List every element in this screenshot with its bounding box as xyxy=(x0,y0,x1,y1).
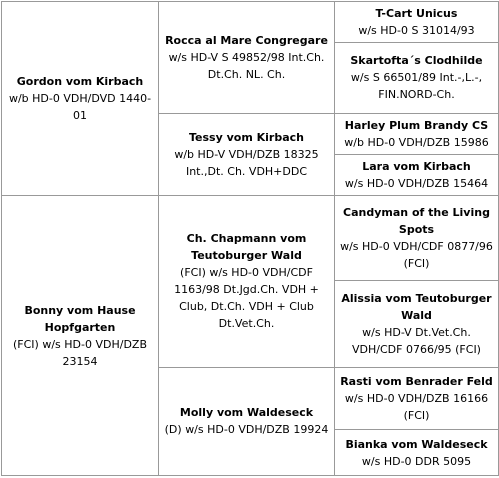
pedigree-row xyxy=(2,2,499,43)
sire-dam-name: Tessy vom Kirbach xyxy=(189,131,304,145)
sdd-cell xyxy=(335,154,499,196)
sire-name: Gordon vom Kirbach xyxy=(16,75,144,89)
sss-info: w/s HD-0 S 31014/93 xyxy=(358,23,475,37)
sdd-info: w/s HD-0 VDH/DZB 15464 xyxy=(344,177,489,191)
ssd-cell xyxy=(335,42,499,114)
dss-info: w/s HD-0 VDH/CDF 0877/96 (FCI) xyxy=(340,240,493,271)
sire-info: w/b HD-0 VDH/DVD 1440-01 xyxy=(8,92,152,123)
sire-sire-name: Rocca al Mare Congregare xyxy=(165,34,328,48)
sds-info: w/b HD-0 VDH/DZB 15986 xyxy=(344,136,489,150)
pedigree-table xyxy=(1,1,499,476)
ddd-info: w/s HD-0 DDR 5095 xyxy=(361,454,472,468)
ssd-info: w/s S 66501/89 Int.-,L.-, FIN.NORD-Ch. xyxy=(350,71,483,102)
dsd-cell xyxy=(335,281,499,367)
sire-dam-cell xyxy=(159,114,335,196)
dam-name: Bonny vom Hause Hopfgarten xyxy=(24,303,136,334)
dam-sire-name: Ch. Chapmann vom Teutoburger Wald xyxy=(186,232,307,263)
sds-cell xyxy=(335,114,499,155)
sire-cell xyxy=(2,2,159,196)
dds-name: Rasti vom Benrader Feld xyxy=(340,374,493,388)
dsd-name: Alissia vom Teutoburger Wald xyxy=(341,292,492,323)
dam-dam-info: (D) w/s HD-0 VDH/DZB 19924 xyxy=(164,423,329,437)
dam-sire-info: (FCI) w/s HD-0 VDH/CDF 1163/98 Dt.Jgd.Ch. VDH + Club, Dt.Ch. VDH + Club Dt.Vet.Ch. xyxy=(174,266,319,331)
sss-name: T-Cart Unicus xyxy=(375,6,458,20)
dam-dam-name: Molly vom Waldeseck xyxy=(179,406,314,420)
sire-sire-cell xyxy=(159,2,335,114)
sire-dam-info: w/b HD-V VDH/DZB 18325 Int.,Dt. Ch. VDH+DDC xyxy=(174,148,319,179)
dam-sire-cell xyxy=(159,196,335,367)
ssd-name: Skartofta´s Clodhilde xyxy=(350,54,483,68)
dss-name: Candyman of the Living Spots xyxy=(343,206,490,237)
dsd-info: w/s HD-V Dt.Vet.Ch. VDH/CDF 0766/95 (FCI) xyxy=(352,326,481,357)
sss-cell xyxy=(335,2,499,43)
dss-cell xyxy=(335,196,499,281)
dds-cell xyxy=(335,367,499,430)
dam-info: (FCI) w/s HD-0 VDH/DZB 23154 xyxy=(13,337,147,368)
dam-cell xyxy=(2,196,159,476)
sds-name: Harley Plum Brandy CS xyxy=(344,119,489,133)
ddd-name: Bianka vom Waldeseck xyxy=(345,437,488,451)
ddd-cell xyxy=(335,430,499,476)
dam-dam-cell xyxy=(159,367,335,475)
sdd-name: Lara vom Kirbach xyxy=(362,160,471,174)
sire-sire-info: w/s HD-V S 49852/98 Int.Ch. Dt.Ch. NL. Ch. xyxy=(168,51,325,82)
pedigree-row xyxy=(2,196,499,281)
dds-info: w/s HD-0 VDH/DZB 16166 (FCI) xyxy=(344,391,489,422)
